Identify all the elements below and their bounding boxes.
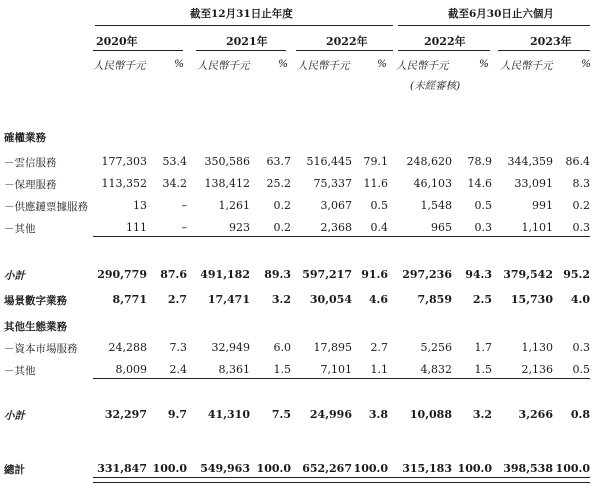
- table-cell: 0.3: [572, 221, 590, 234]
- year-underline-2022: [296, 50, 393, 51]
- table-cell: 86.4: [565, 155, 590, 168]
- table-cell: 75,337: [313, 177, 352, 190]
- table-cell: 0.2: [273, 221, 291, 234]
- table-cell: 331,847: [97, 462, 147, 475]
- section-other-eco: 其他生態業務: [4, 321, 67, 333]
- table-cell: 1,101: [521, 221, 553, 234]
- table-cell: 113,352: [101, 177, 147, 190]
- table-cell: 11.6: [363, 177, 388, 190]
- table-cell: 1.1: [370, 363, 388, 376]
- table-cell: 17,895: [313, 341, 352, 354]
- pct-2021: %: [278, 58, 288, 70]
- year-2021: 2021年: [226, 35, 268, 48]
- table-cell: –: [181, 199, 187, 212]
- year-underline-2023-h1: [498, 50, 590, 51]
- table-cell: 7.3: [169, 341, 187, 354]
- table-cell: 0.3: [474, 221, 492, 234]
- table-cell: 2.4: [169, 363, 187, 376]
- table-cell: 350,586: [204, 155, 250, 168]
- table-cell: 1,548: [420, 199, 452, 212]
- table-cell: 4,832: [420, 363, 452, 376]
- table-cell: 549,963: [200, 462, 250, 475]
- row-label-total: 總計: [4, 464, 25, 476]
- table-cell: 79.1: [363, 155, 388, 168]
- table-cell: 1.5: [474, 363, 492, 376]
- table-cell: 4.6: [368, 293, 388, 306]
- table-cell: 0.3: [572, 341, 590, 354]
- table-cell: 8,361: [218, 363, 250, 376]
- table-cell: 965: [431, 221, 452, 234]
- table-cell: 8,009: [115, 363, 147, 376]
- table-cell: 2,368: [320, 221, 352, 234]
- table-cell: 111: [126, 221, 147, 234]
- table-cell: 30,054: [309, 293, 352, 306]
- table-cell: 3.2: [472, 408, 492, 421]
- pct-2023-h1: %: [581, 58, 591, 70]
- table-cell: 3.8: [368, 408, 388, 421]
- pct-2020: %: [174, 58, 184, 70]
- table-cell: 379,542: [503, 268, 553, 281]
- table-cell: 7,101: [320, 363, 352, 376]
- row-label-capital-market: －資本市場服務: [4, 343, 78, 355]
- table-cell: 491,182: [200, 268, 250, 281]
- table-cell: 8,771: [112, 293, 147, 306]
- table-cell: 17,471: [207, 293, 250, 306]
- table-cell: 78.9: [467, 155, 492, 168]
- table-cell: 1.5: [273, 363, 291, 376]
- table-cell: 0.5: [474, 199, 492, 212]
- rule-after-other-1: [93, 236, 590, 237]
- table-cell: 94.3: [465, 268, 492, 281]
- table-cell: 991: [532, 199, 553, 212]
- table-cell: 2.5: [472, 293, 492, 306]
- row-label-other-1: －其他: [4, 223, 36, 235]
- table-cell: 344,359: [507, 155, 553, 168]
- unit-2021: 人民幣千元: [197, 60, 250, 72]
- table-cell: 33,091: [514, 177, 553, 190]
- table-cell: 2,136: [521, 363, 553, 376]
- section-main-business: 確權業務: [4, 132, 46, 144]
- year-2022-h1: 2022年: [424, 35, 466, 48]
- table-cell: 315,183: [402, 462, 452, 475]
- table-cell: 7,859: [417, 293, 452, 306]
- table-cell: 32,297: [104, 408, 147, 421]
- table-cell: 100.0: [256, 462, 291, 475]
- table-cell: 177,303: [101, 155, 147, 168]
- table-cell: 5,256: [420, 341, 452, 354]
- table-cell: 0.8: [570, 408, 590, 421]
- table-cell: 100.0: [353, 462, 388, 475]
- unit-2020: 人民幣千元: [93, 60, 146, 72]
- table-cell: –: [181, 221, 187, 234]
- year-underline-2020: [93, 50, 183, 51]
- table-cell: 3.2: [271, 293, 291, 306]
- table-cell: 2.7: [370, 341, 388, 354]
- table-cell: 6.0: [273, 341, 291, 354]
- table-cell: 10,088: [409, 408, 452, 421]
- table-cell: 100.0: [152, 462, 187, 475]
- table-cell: 87.6: [160, 268, 187, 281]
- rule-after-other-2: [93, 378, 590, 379]
- row-label-subtotal-1: 小計: [4, 270, 25, 282]
- row-label-cloud-credit: －雲信服務: [4, 157, 57, 169]
- year-2020: 2020年: [96, 35, 138, 48]
- table-cell: 1.7: [474, 341, 492, 354]
- table-cell: 1,261: [218, 199, 250, 212]
- period-six-months-header: 截至6月30日止六個月: [448, 8, 554, 20]
- table-cell: 95.2: [563, 268, 590, 281]
- table-cell: 516,445: [306, 155, 352, 168]
- table-cell: 46,103: [413, 177, 452, 190]
- table-cell: 0.4: [370, 221, 388, 234]
- table-cell: 9.7: [167, 408, 187, 421]
- total-double-rule: [93, 477, 590, 483]
- table-cell: 7.5: [271, 408, 291, 421]
- table-cell: 3,067: [320, 199, 352, 212]
- row-label-scene-digital: 場景數字業務: [4, 295, 67, 307]
- table-cell: 34.2: [162, 177, 187, 190]
- table-cell: 53.4: [162, 155, 187, 168]
- table-cell: 24,288: [108, 341, 147, 354]
- table-cell: 0.5: [572, 363, 590, 376]
- table-cell: 8.3: [572, 177, 590, 190]
- pct-2022-h1: %: [479, 58, 489, 70]
- unit-2023-h1: 人民幣千元: [500, 60, 553, 72]
- table-cell: 4.0: [570, 293, 590, 306]
- table-cell: 100.0: [457, 462, 492, 475]
- table-cell: 248,620: [406, 155, 452, 168]
- year-2022: 2022年: [326, 35, 368, 48]
- table-cell: 0.2: [572, 199, 590, 212]
- table-cell: 63.7: [266, 155, 291, 168]
- row-label-supply-chain-notes: －供應鏈票據服務: [4, 201, 88, 213]
- table-cell: 89.3: [264, 268, 291, 281]
- table-cell: 1,130: [521, 341, 553, 354]
- table-cell: 32,949: [211, 341, 250, 354]
- table-cell: 41,310: [207, 408, 250, 421]
- table-cell: 15,730: [510, 293, 553, 306]
- period-full-year-header: 截至12月31日止年度: [190, 8, 293, 20]
- table-cell: 652,267: [302, 462, 352, 475]
- header-underline-six-months: [398, 25, 590, 26]
- table-cell: 2.7: [167, 293, 187, 306]
- table-cell: 3,266: [518, 408, 553, 421]
- year-2023-h1: 2023年: [530, 35, 572, 48]
- table-cell: 0.5: [370, 199, 388, 212]
- unaudited-note: (未經審核): [410, 80, 461, 92]
- year-underline-2022-h1: [398, 50, 490, 51]
- unit-2022-h1: 人民幣千元: [396, 60, 449, 72]
- table-cell: 100.0: [555, 462, 590, 475]
- year-underline-2021: [196, 50, 286, 51]
- table-cell: 290,779: [97, 268, 147, 281]
- header-underline-full-year: [95, 25, 393, 26]
- row-label-factoring: －保理服務: [4, 179, 57, 191]
- table-cell: 91.6: [361, 268, 388, 281]
- row-label-other-2: －其他: [4, 365, 36, 377]
- table-cell: 0.2: [273, 199, 291, 212]
- pct-2022: %: [377, 58, 387, 70]
- table-cell: 138,412: [204, 177, 250, 190]
- table-cell: 398,538: [503, 462, 553, 475]
- table-cell: 13: [133, 199, 147, 212]
- table-cell: 923: [229, 221, 250, 234]
- table-cell: 24,996: [309, 408, 352, 421]
- table-cell: 14.6: [467, 177, 492, 190]
- table-cell: 297,236: [402, 268, 452, 281]
- table-cell: 597,217: [302, 268, 352, 281]
- unit-2022: 人民幣千元: [297, 60, 350, 72]
- row-label-subtotal-2: 小計: [4, 410, 25, 422]
- table-cell: 25.2: [266, 177, 291, 190]
